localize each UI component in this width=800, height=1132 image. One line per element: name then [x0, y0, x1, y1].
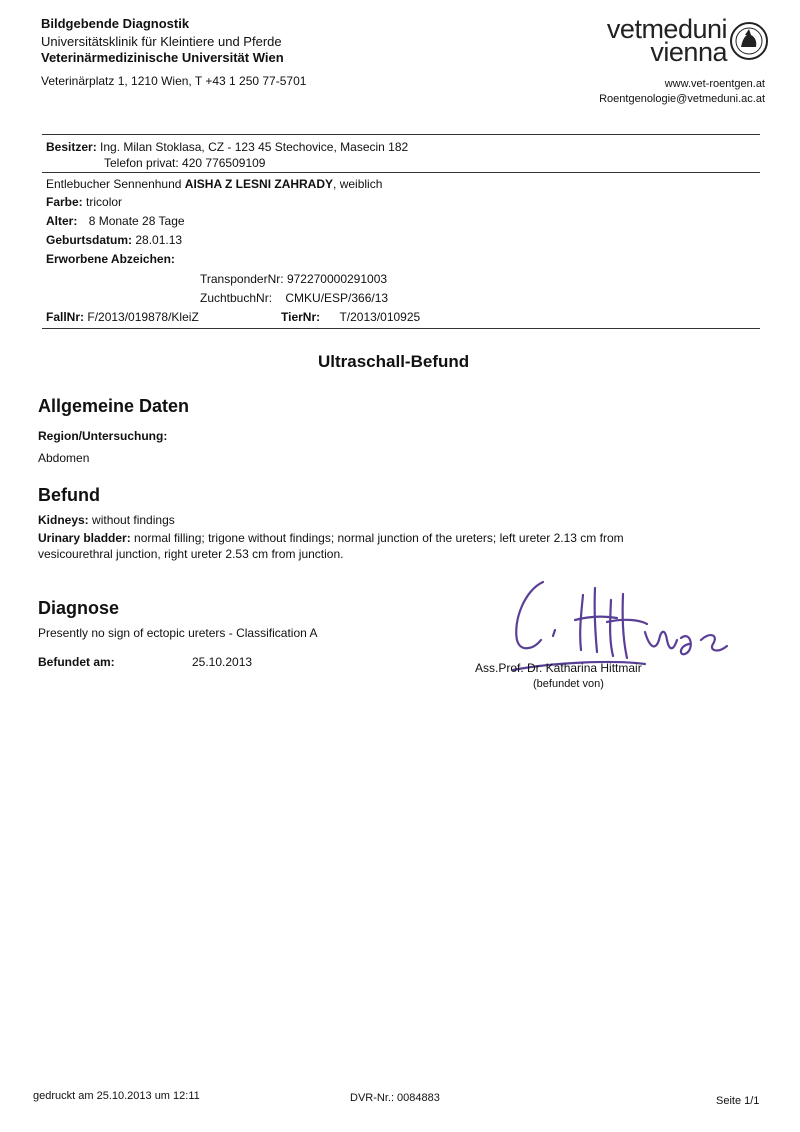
email-link[interactable]: Roentgenologie@vetmeduni.ac.at	[599, 93, 765, 105]
birth-row	[46, 233, 182, 247]
transponder-label: TransponderNr:	[200, 272, 284, 286]
owner-value: Ing. Milan Stoklasa, CZ - 123 45 Stechovice, Masecin 182	[100, 140, 409, 154]
animal-breed: Entlebucher Sennenhund	[46, 177, 182, 191]
page-number: Seite 1/1	[716, 1095, 760, 1107]
studbook-row	[200, 291, 388, 305]
animal-sex: , weiblich	[333, 177, 383, 191]
animal-id-row	[281, 310, 420, 324]
birth-label: Geburtsdatum:	[46, 233, 133, 247]
bladder-value-line-2: vesicourethral junction, right ureter 2.53 cm from junction.	[38, 547, 344, 561]
owner-phone: Telefon privat: 420 776509109	[104, 156, 266, 170]
dvr-number: DVR-Nr.: 0084883	[350, 1092, 440, 1104]
diagnosis-heading: Diagnose	[38, 598, 120, 618]
logo-line-2: vienna	[650, 37, 727, 67]
date-label: Befundet am:	[38, 655, 115, 669]
kidneys-value: without findings	[92, 513, 175, 527]
color-value: tricolor	[86, 195, 123, 209]
signer-note: (befundet von)	[533, 678, 604, 690]
region-value: Abdomen	[38, 451, 90, 465]
patient-divider	[42, 328, 760, 329]
transponder-value: 972270000291003	[286, 272, 388, 286]
birth-value: 28.01.13	[135, 233, 183, 247]
printed-date: gedruckt am 25.10.2013 um 12:11	[33, 1090, 200, 1102]
clinic-name: Universitätsklinik für Kleintiere und Pferde	[41, 34, 282, 49]
region-label: Region/Untersuchung:	[38, 429, 168, 443]
owner-label: Besitzer:	[46, 140, 97, 154]
university-seal-icon	[729, 21, 769, 61]
general-heading: Allgemeine Daten	[38, 396, 190, 416]
case-value: F/2013/019878/KleiZ	[87, 310, 199, 324]
date-value: 25.10.2013	[192, 655, 253, 669]
studbook-value: CMKU/ESP/366/13	[285, 291, 389, 305]
bladder-value-line-1: normal filling; trigone without findings; normal junction of the ureters; left ureter 2.13 cm from	[134, 531, 624, 545]
owner-row	[46, 140, 408, 154]
color-label: Farbe:	[46, 195, 83, 209]
owner-divider	[42, 172, 760, 173]
logo-wordmark	[606, 14, 727, 67]
color-row	[46, 195, 122, 209]
kidneys-label: Kidneys:	[38, 513, 89, 527]
report-title: Ultraschall-Befund	[318, 352, 470, 371]
age-label: Alter:	[46, 214, 78, 228]
case-label: FallNr:	[46, 310, 85, 324]
department-name: Bildgebende Diagnostik	[41, 16, 190, 31]
animal-row	[46, 177, 382, 191]
transponder-row	[200, 272, 387, 286]
animal-id-label: TierNr:	[281, 310, 321, 324]
studbook-label: ZuchtbuchNr:	[200, 291, 273, 305]
bladder-label: Urinary bladder:	[38, 531, 131, 545]
bladder-row	[38, 531, 624, 545]
website-link[interactable]: www.vet-roentgen.at	[664, 78, 765, 90]
signer-name: Ass.Prof. Dr. Katharina Hittmair	[475, 661, 642, 675]
animal-name: AISHA Z LESNI ZAHRADY	[184, 177, 334, 191]
animal-id-value: T/2013/010925	[339, 310, 421, 324]
kidneys-row	[38, 513, 175, 527]
age-row	[46, 214, 185, 228]
university-name: Veterinärmedizinische Universität Wien	[41, 50, 284, 65]
diagnosis-value: Presently no sign of ectopic ureters - Classification A	[38, 626, 318, 640]
top-divider	[42, 134, 760, 135]
logo-line-1: vetmeduni	[606, 14, 727, 44]
clinic-address: Veterinärplatz 1, 1210 Wien, T +43 1 250 77-5701	[41, 74, 307, 88]
marks-label: Erworbene Abzeichen:	[46, 252, 175, 266]
case-row	[46, 310, 199, 324]
age-value: 8 Monate 28 Tage	[88, 214, 185, 228]
findings-heading: Befund	[38, 485, 100, 505]
